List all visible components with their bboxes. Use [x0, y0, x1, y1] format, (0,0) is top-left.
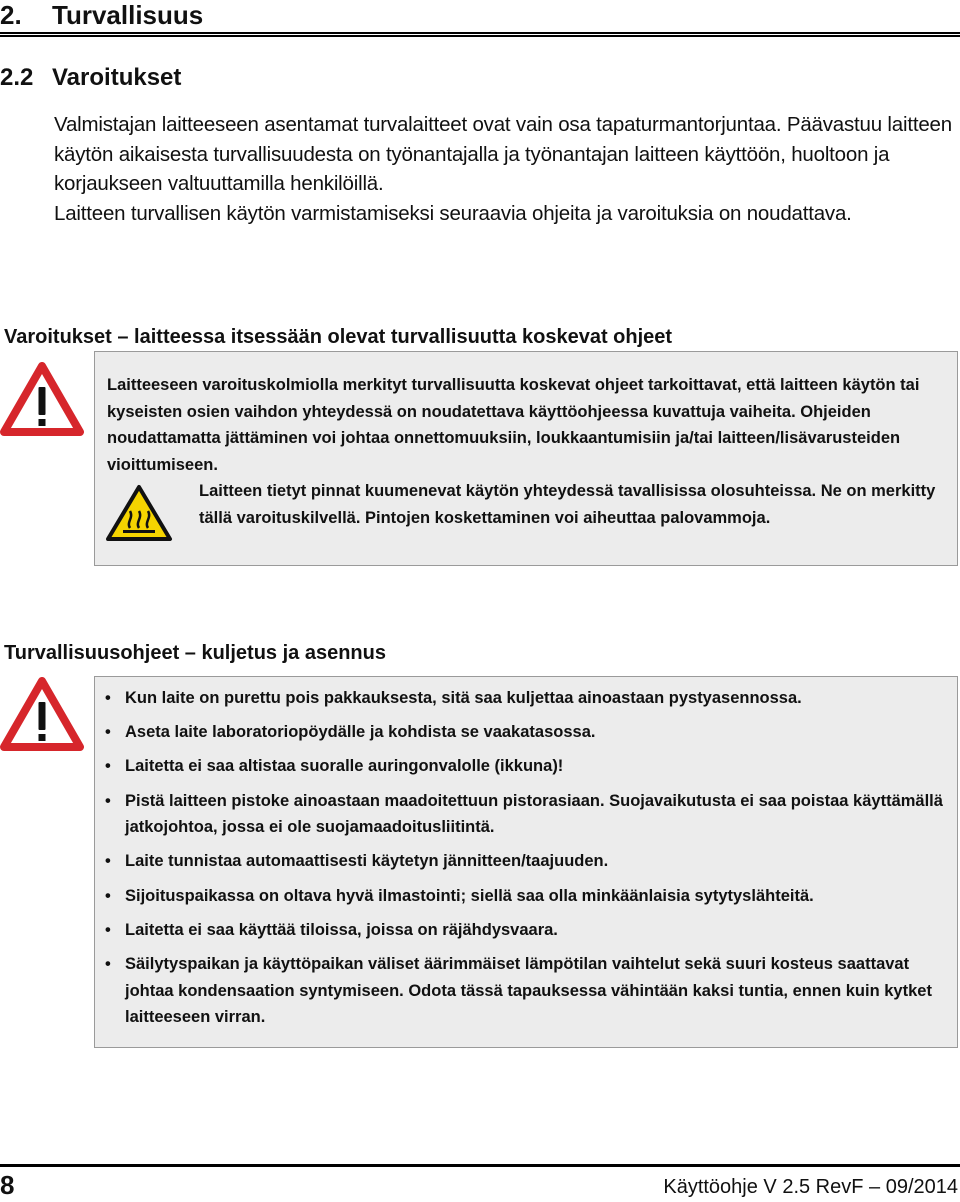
bullet: • — [105, 791, 111, 810]
warnings-heading: Varoitukset – laitteessa itsessään olevat turvallisuutta koskevat ohjeet — [4, 326, 673, 348]
transport-list — [105, 685, 945, 1038]
chapter-heading — [0, 0, 960, 37]
list-item — [105, 951, 945, 1031]
chapter-number: 2. — [0, 0, 22, 30]
bullet: • — [105, 852, 111, 871]
list-item — [105, 753, 945, 780]
hot-surface-icon — [105, 484, 173, 542]
list-item-text: Sijoituspaikassa on oltava hyvä ilmastointi; siellä saa olla minkäänlaisia sytytyslähteitä. — [125, 886, 814, 905]
list-item-text: Laitetta ei saa käyttää tiloissa, joissa on räjähdysvaara. — [125, 920, 558, 939]
intro-paragraph: Valmistajan laitteeseen asentamat turvalaitteet ovat vain osa tapaturmantorjuntaa. Päävastuu laitteen käytön aikaisesta turvallisuudesta on työnantajalla ja työnantajan laitteen käyttöön, huoltoon ja korjaukseen valtuuttamilla henkilöillä. — [54, 113, 952, 196]
warnings-box — [94, 351, 958, 566]
transport-heading: Turvallisuusohjeet – kuljetus ja asennus — [4, 642, 386, 664]
bullet: • — [105, 954, 111, 973]
list-item-text: Aseta laite laboratoriopöydälle ja kohdista se vaakatasossa. — [125, 723, 596, 742]
list-item-text: Laitetta ei saa altistaa suoralle auringonvalolle (ikkuna)! — [125, 757, 564, 776]
section-title: Varoitukset — [52, 64, 182, 91]
hot-surface-text: Laitteen tietyt pinnat kuumenevat käytön yhteydessä tavallisissa olosuhteissa. Ne on merkitty tällä varoituskilvellä. Pintojen koskettaminen voi aiheuttaa palovammoja. — [199, 482, 936, 527]
intro-text — [54, 110, 960, 228]
chapter-title: Turvallisuus — [52, 0, 204, 30]
list-item — [105, 848, 945, 875]
warnings-text: Laitteeseen varoituskolmiolla merkityt turvallisuutta koskevat ohjeet tarkoittavat, että laitteen käytön tai kyseisten osien vaihdon yhteydessä on noudatettava käyttöohjeessa kuvattuja vaiheita. Ohjeiden noudattamatta jättäminen voi johtaa onnettomuuksiin, loukkaantumisiin ja/tai laitteen/lisävarusteiden vioittumiseen. — [107, 376, 920, 474]
bullet: • — [105, 723, 111, 742]
warning-triangle-icon — [0, 677, 84, 751]
footer-document-info: Käyttöohje V 2.5 RevF – 09/2014 — [663, 1176, 958, 1198]
page-number: 8 — [0, 1170, 15, 1200]
intro-paragraph: Laitteen turvallisen käytön varmistamiseksi seuraavia ohjeita ja varoituksia on noudattava. — [54, 201, 852, 225]
bullet: • — [105, 920, 111, 939]
footer-rule — [0, 1164, 960, 1167]
transport-box — [94, 676, 958, 1048]
list-item — [105, 917, 945, 944]
warning-triangle-icon — [0, 362, 84, 436]
list-item-text: Säilytyspaikan ja käyttöpaikan väliset äärimmäiset lämpötilan vaihtelut sekä suuri kosteus saattavat johtaa kondensaation syntymiseen. Odota tässä tapauksessa vähintään kaksi tuntia, ennen kuin kytket laitteeseen virran. — [125, 954, 932, 1027]
bullet: • — [105, 757, 111, 776]
list-item-text: Laite tunnistaa automaattisesti käytetyn jännitteen/taajuuden. — [125, 852, 609, 871]
list-item-text: Pistä laitteen pistoke ainoastaan maadoitettuun pistorasiaan. Suojavaikutusta ei saa poistaa käyttämällä jatkojohtoa, jossa ei ole suojamaadoitusliitintä. — [125, 791, 943, 837]
list-item — [105, 685, 945, 712]
list-item — [105, 883, 945, 910]
bullet: • — [105, 886, 111, 905]
list-item-text: Kun laite on purettu pois pakkauksesta, sitä saa kuljettaa ainoastaan pystyasennossa. — [125, 689, 802, 707]
list-item — [105, 719, 945, 746]
section-number: 2.2 — [0, 64, 34, 91]
bullet: • — [105, 689, 111, 707]
list-item — [105, 788, 945, 841]
